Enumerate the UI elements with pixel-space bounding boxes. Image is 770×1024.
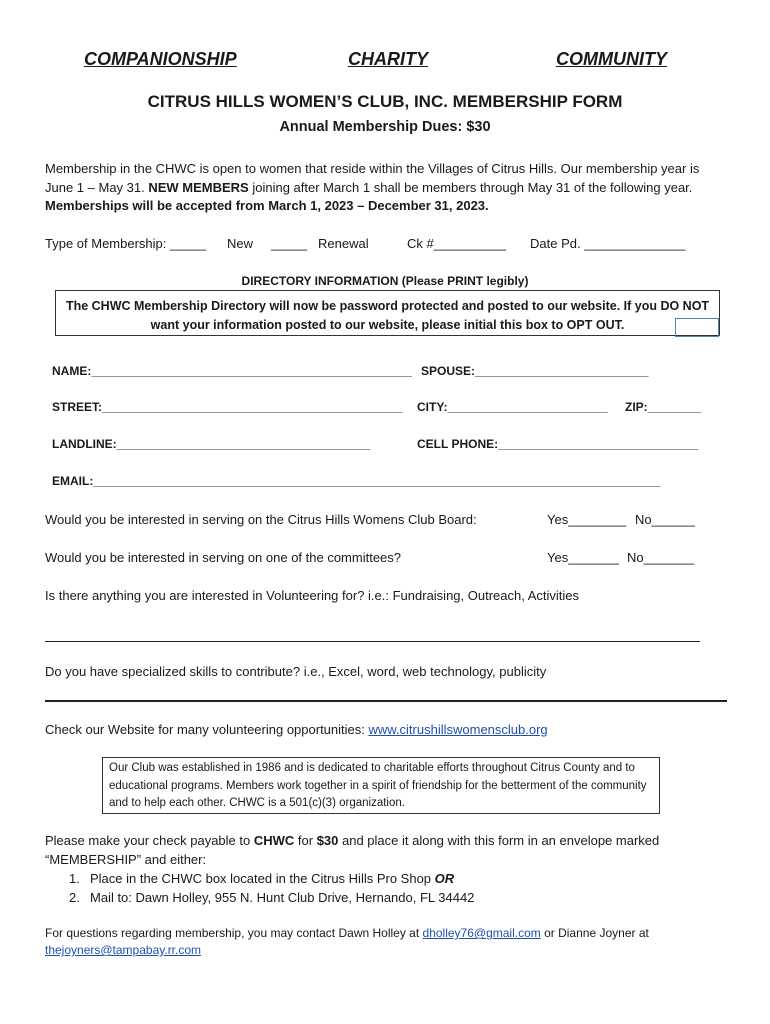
skills-question: Do you have specialized skills to contribute? i.e., Excel, word, web technology, publicity	[45, 664, 547, 679]
about-club-box	[102, 757, 660, 814]
city-field[interactable]: CITY:________________________	[417, 400, 608, 414]
directory-notice-text: The CHWC Membership Directory will now be password protected and posted to our website. If you DO NOT want your information posted to our website, please initial this box to OPT OUT.	[65, 299, 710, 332]
membership-new: New	[227, 236, 254, 251]
email-field[interactable]: EMAIL:_____________________________________________________________________________________	[52, 474, 661, 488]
committees-yes-field[interactable]: Yes_______	[547, 550, 619, 565]
website-text: Check our Website for many volunteering opportunities:	[45, 722, 369, 737]
committees-question: Would you be interested in serving on one of the committees?	[45, 550, 402, 565]
membership-renewal: Renewal	[318, 236, 369, 251]
landline-field[interactable]: LANDLINE:______________________________________	[52, 437, 371, 451]
zip-field[interactable]: ZIP:________	[625, 400, 702, 414]
header-community: COMMUNITY	[556, 49, 667, 69]
skills-answer-line[interactable]	[45, 700, 727, 702]
payment-item-2-number: 2.	[69, 890, 80, 905]
board-yes-field[interactable]: Yes________	[547, 512, 627, 527]
opt-out-initial-box[interactable]	[675, 318, 719, 337]
payment-item-2: Mail to: Dawn Holley, 955 N. Hunt Club Drive, Hernando, FL 34442	[90, 890, 475, 905]
renewal-blank[interactable]: _____	[271, 236, 308, 251]
payment-item-1: Place in the CHWC box located in the Citrus Hills Pro Shop OR	[90, 871, 455, 886]
website-line	[45, 722, 548, 737]
volunteer-answer-line[interactable]	[45, 641, 700, 642]
form-title: CITRUS HILLS WOMEN’S CLUB, INC. MEMBERSHIP FORM	[147, 92, 623, 111]
payment-item-1-number: 1.	[69, 871, 80, 886]
date-paid-field[interactable]: Date Pd. ______________	[530, 236, 686, 251]
board-no-field[interactable]: No______	[635, 512, 695, 527]
contact-email-dianne[interactable]: thejoyners@tampabay.rr.com	[45, 943, 202, 957]
contact-info: For questions regarding membership, you may contact Dawn Holley at dholley76@gmail.com or Dianne Joyner at thejoyners@tampabay.rr.com	[45, 926, 649, 957]
dues-subtitle: Annual Membership Dues: $30	[279, 119, 491, 135]
volunteer-question: Is there anything you are interested in Volunteering for? i.e.: Fundraising, Outreach, Activities	[45, 588, 580, 603]
contact-email-dawn[interactable]: dholley76@gmail.com	[422, 926, 541, 940]
directory-heading: DIRECTORY INFORMATION (Please PRINT legibly)	[241, 274, 529, 288]
website-link[interactable]: www.citrushillswomensclub.org	[368, 722, 548, 737]
intro-paragraph: Membership in the CHWC is open to women that reside within the Villages of Citrus Hills. Our membership year is June 1 – May 31. NEW MEMBERS joining after March 1 shall be members through May 31 of the following year. Memberships will be accepted from March 1, 2023 – December 31, 2023.	[45, 161, 700, 213]
check-number-field[interactable]: Ck #__________	[407, 236, 507, 251]
header-charity: CHARITY	[348, 49, 428, 69]
street-field[interactable]: STREET:_____________________________________________	[52, 400, 403, 414]
directory-notice-box	[55, 290, 720, 336]
membership-type-label[interactable]: Type of Membership: _____	[45, 236, 207, 251]
cell-phone-field[interactable]: CELL PHONE:______________________________	[417, 437, 699, 451]
spouse-field[interactable]: SPOUSE:__________________________	[421, 364, 649, 378]
header-companionship: COMPANIONSHIP	[84, 49, 237, 69]
payment-instructions: Please make your check payable to CHWC for $30 and place it along with this form in an envelope marked “MEMBERSHIP” and either:	[45, 833, 660, 867]
name-field[interactable]: NAME:________________________________________________	[52, 364, 412, 378]
board-question: Would you be interested in serving on the Citrus Hills Womens Club Board:	[45, 512, 477, 527]
committees-no-field[interactable]: No_______	[627, 550, 695, 565]
about-club-text: Our Club was established in 1986 and is dedicated to charitable efforts throughout Citrus County and to educational programs. Members work together in a spirit of friendship for the betterment of the community and to help each other. CHWC is a 501(c)(3) organization.	[109, 762, 647, 809]
